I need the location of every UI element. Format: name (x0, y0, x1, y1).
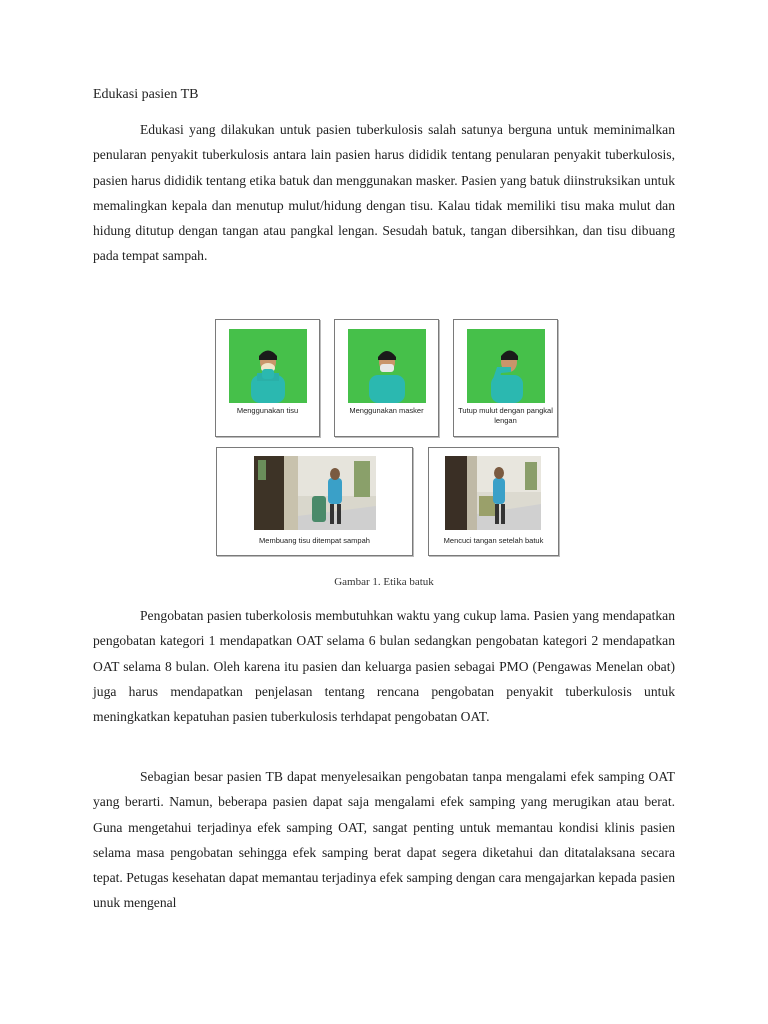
figure-panel-dispose-tissue (216, 447, 413, 556)
panel-label: Menggunakan tisu (236, 406, 299, 415)
panel-label: Tutup mulut dengan pangkal lengan (458, 406, 553, 425)
photo-person-covering-with-arm (467, 329, 545, 403)
photo-disposing-tissue (254, 456, 376, 530)
photo-washing-hands (445, 456, 541, 530)
figure-caption: Gambar 1. Etika batuk (334, 576, 434, 588)
figure-panel-wash-hands (428, 447, 559, 556)
section-heading: Edukasi pasien TB (93, 87, 199, 102)
panel-label: Membuang tisu ditempat sampah (259, 536, 370, 545)
paragraph-side-effects: Sebagian besar pasien TB dapat menyelesaikan pengobatan tanpa mengalami efek samping OAT yang berarti. Namun, beberapa pasien dapat saja mengalami efek samping yang merugikan atau berat. Guna mengetahui terjadinya efek samping OAT, sangat penting untuk memantau kondisi klinis pasien selama masa pengobatan sehingga efek samping berat dapat segera diketahui dan ditatalaksana secara tepat. Petugas kesehatan dapat memantau terjadinya efek samping dengan cara mengajarkan kepada pasien unuk mengenal (93, 769, 675, 911)
photo-person-with-tissue (229, 329, 307, 403)
photo-person-with-mask (348, 329, 426, 403)
figure-panel-mask (334, 319, 439, 437)
paragraph-treatment: Pengobatan pasien tuberkolosis membutuhkan waktu yang cukup lama. Pasien yang mendapatkan pengobatan kategori 1 mendapatkan OAT selama 6 bulan sedangkan pengobatan kategori 2 mendapatkan OAT selama 8 bulan. Oleh karena itu pasien dan keluarga pasien sebagai PMO (Pengawas Menelan obat) juga harus mendapatkan penjelasan tentang rencana pengobatan penyakit tuberkulosis untuk meningkatkan kepatuhan pasien tuberkulosis terhdapat pengobatan OAT. (93, 608, 675, 725)
paragraph-education: Edukasi yang dilakukan untuk pasien tuberkulosis salah satunya berguna untuk meminimalkan penularan penyakit tuberkulosis antara lain pasien harus dididik tentang penularan penyakit tuberkulosis, pasien harus dididik tentang etika batuk dan menggunakan masker. Pasien yang batuk diinstruksikan untuk memalingkan kepala dan menutup mulut/hidung dengan tisu. Kalau tidak memiliki tisu maka mulut dan hidung ditutup dengan tangan atau pangkal lengan. Sesudah batuk, tangan dibersihkan, dan tisu dibuang pada tempat sampah. (93, 122, 675, 264)
panel-label: Mencuci tangan setelah batuk (443, 536, 544, 545)
figure-panel-sleeve (453, 319, 558, 437)
figure-panel-tissue (215, 319, 320, 437)
panel-label: Menggunakan masker (349, 406, 424, 415)
